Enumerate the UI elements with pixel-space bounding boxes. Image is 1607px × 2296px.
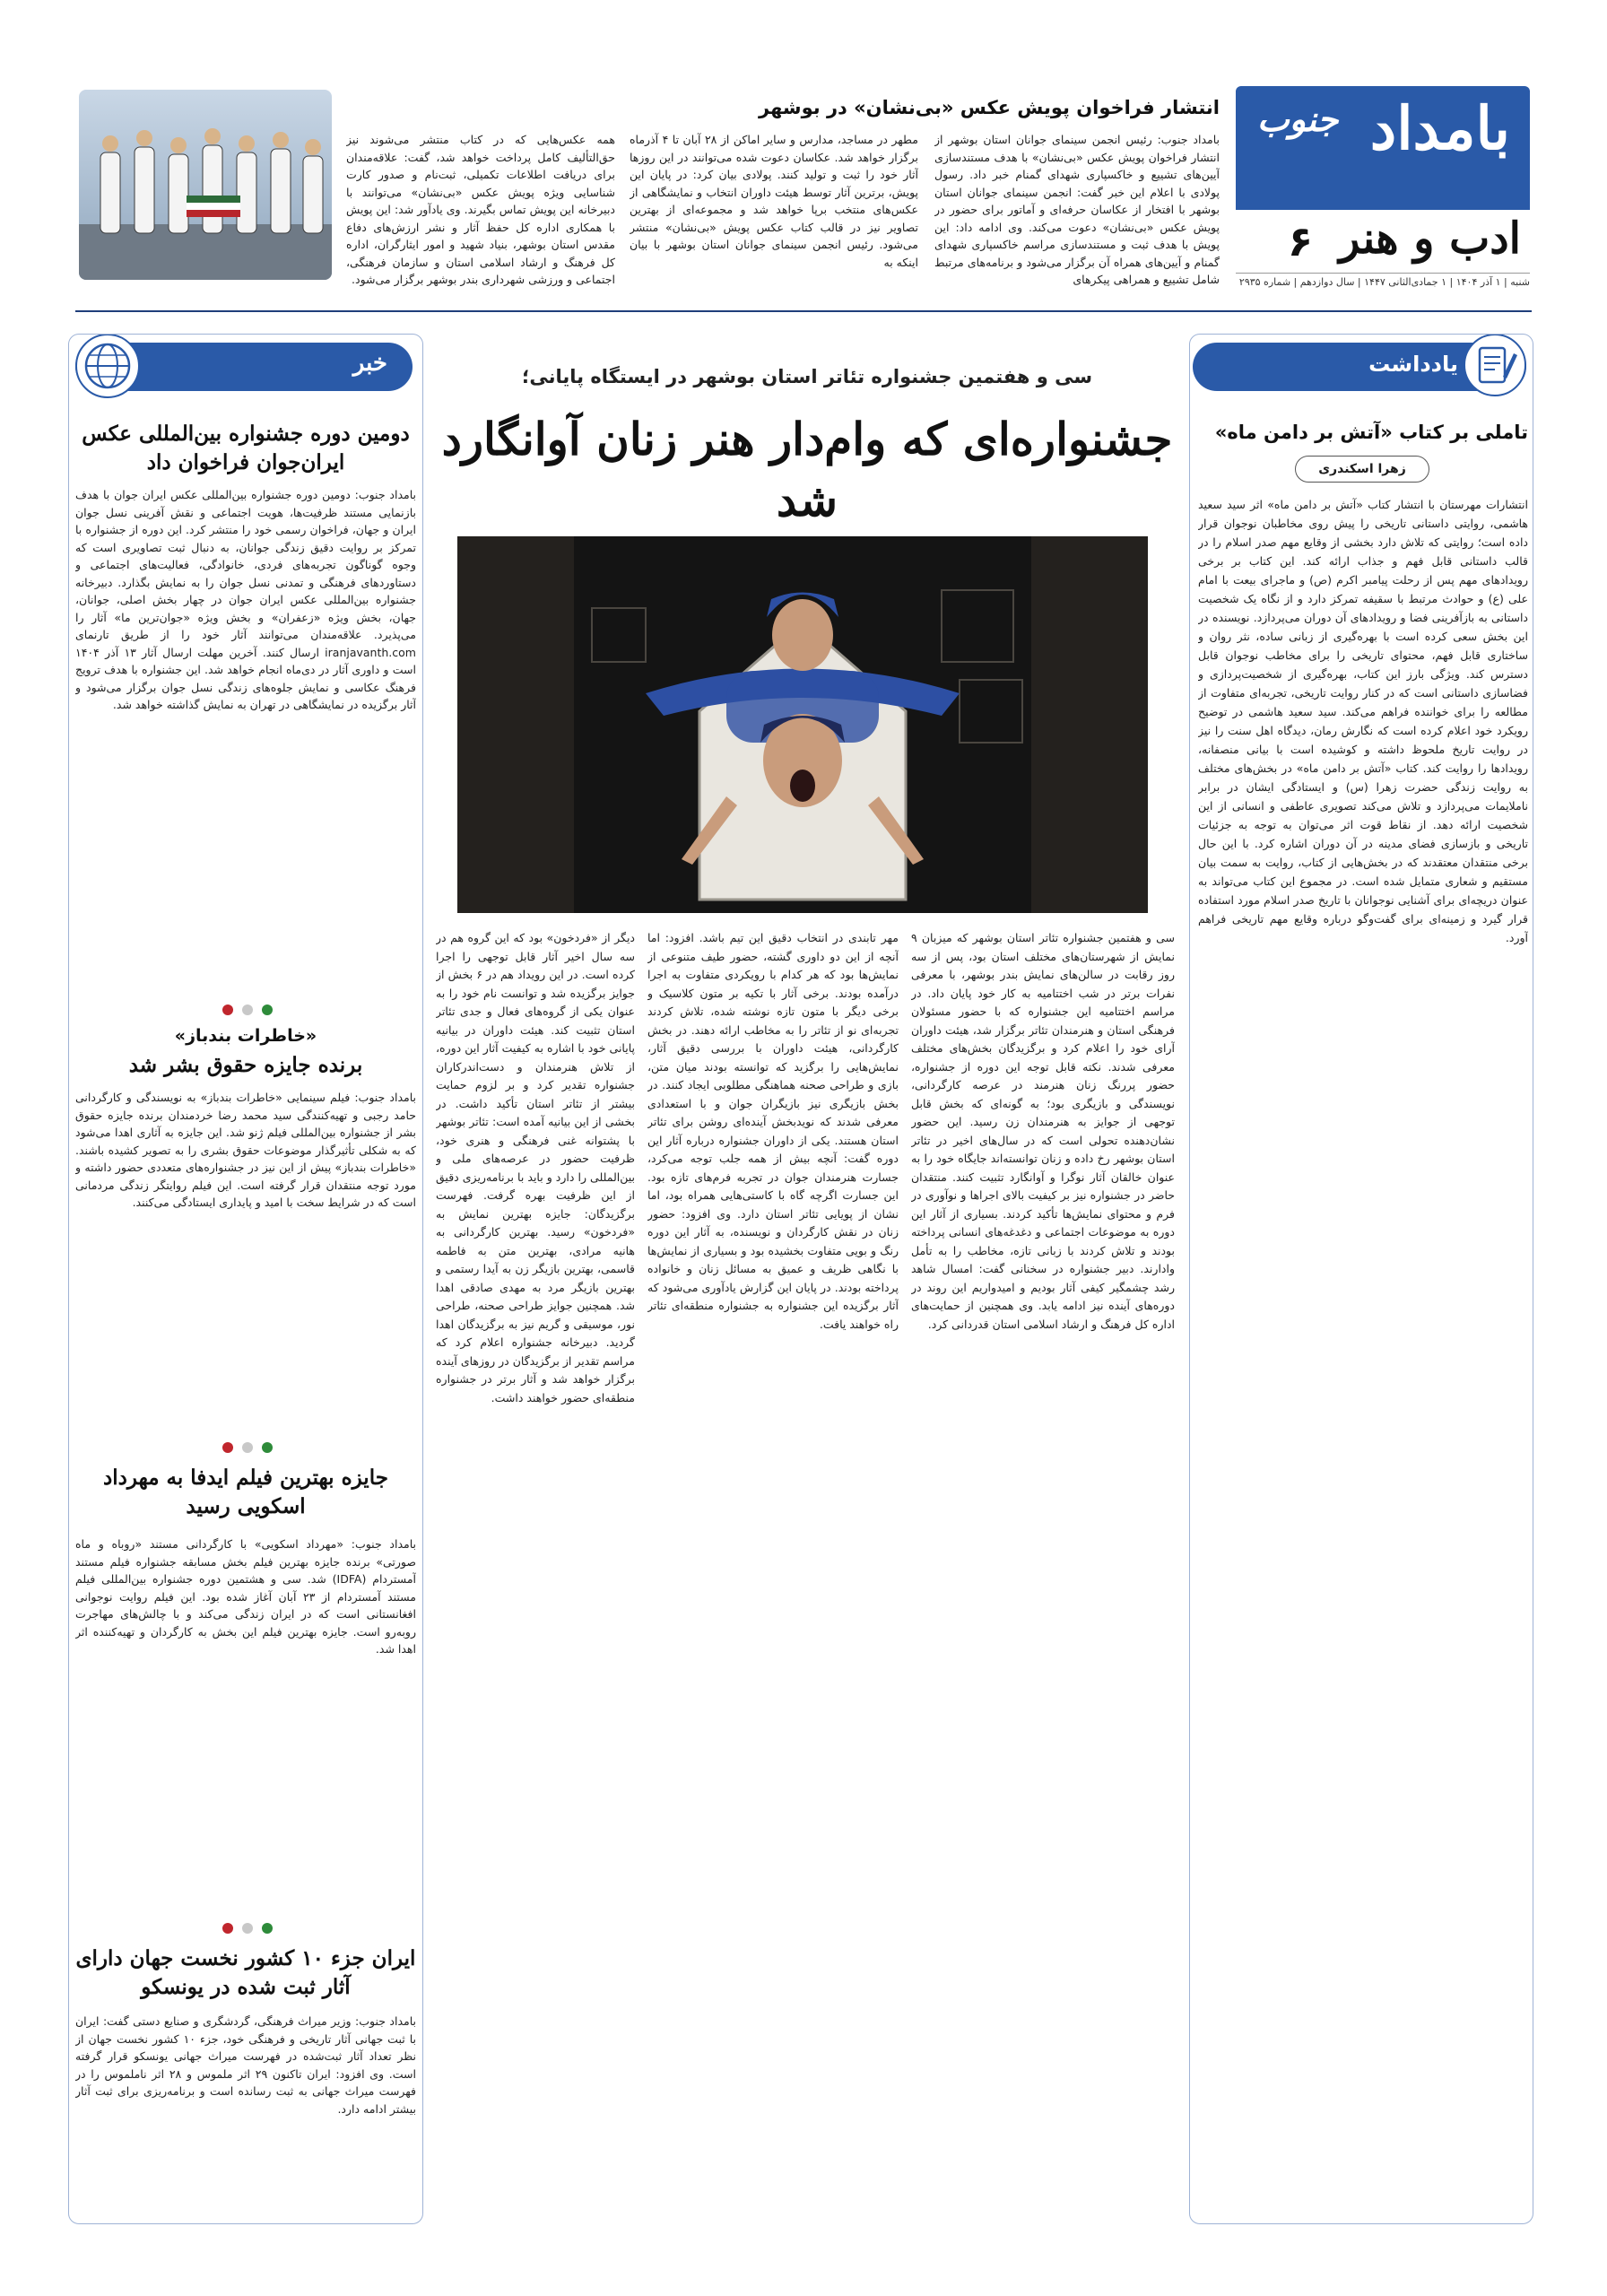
news-tab-label: خبر: [352, 350, 387, 377]
top-story-photo: [79, 90, 332, 280]
ceremony-photo-illustration: [79, 90, 332, 280]
page-number: ۶: [1288, 217, 1314, 265]
note-tab-label: یادداشت: [1368, 352, 1458, 377]
top-story-column-3: همه عکس‌هایی که در کتاب منتشر می‌شوند نیز حق‌التألیف کامل پرداخت خواهد شد، گفت: علاقه‌مندان برای دریافت اطلاعات تکمیلی، ثبت‌نام و صدور کارت شناسایی ویژه پویش عکس «بی‌نشان» می‌توانند با دبیرخانه این پویش تماس بگیرند. وی یادآور شد: این پویش با همکاری اداره کل حفظ آثار و نشر ارزش‌های دفاع مقدس استان بوشهر، بنیاد شهید و امور ایثارگران، اداره کل فرهنگ و ارشاد اسلامی استان و سازمان فرهنگی، اجتماعی و ورزشی شهرداری بندر بوشهر برگزار می‌شود.: [346, 133, 615, 286]
theater-performance-illustration: [457, 536, 1148, 913]
top-divider: [75, 310, 1532, 312]
dateline: شنبه | ۱ آذر ۱۴۰۴ | ۱ جمادی‌الثانی ۱۴۴۷ | سال دوازدهم | شماره ۲۹۳۵: [1236, 273, 1530, 288]
news-4-body: بامداد جنوب: وزیر میراث فرهنگی، گردشگری و صنایع دستی گفت: ایران با ثبت جهانی آثار تاریخی و فرهنگی خود، جزء ۱۰ کشور نخست جهان از نظر تعداد آثار ثبت‌شده در فهرست میراث جهانی یونسکو قرار گرفته است. وی افزود: ایران تاکنون ۲۹ اثر ملموس و ۲۸ اثر ناملموس را در فهرست میراث جهانی به ثبت رسانده است و برنامه‌ریزی برای ثبت آثار بیشتر ادامه دارد.: [75, 2014, 416, 2116]
news-2-body: بامداد جنوب: فیلم سینمایی «خاطرات بندباز» به نویسندگی و کارگردانی حامد رجبی و تهیه‌کنندگی سید محمد رضا خردمندان برنده جایزه حقوق بشر از جشنواره بین‌المللی فیلم ژنو شد. این جایزه به آثاری اهدا می‌شود که به شکلی تأثیرگذار موضوعات حقوق بشری را به تصویر کشیده باشند. «خاطرات بندباز» پیش از این نیز در جشنواره‌های متعددی حضور داشته و مورد توجه منتقدان قرار گرفته است. این فیلم روایتگر زندگی مردمانی است که در شرایط سخت با امید و پایداری ایستادگی می‌کنند.: [75, 1091, 416, 1209]
news-4-title: ایران جزء ۱۰ کشور نخست جهان دارای آثار ثبت شده در یونسکو: [75, 1946, 416, 1999]
feature-column-1: سی و هفتمین جشنواره تئاتر استان بوشهر که میزبان ۹ نمایش از شهرستان‌های مختلف استان بود، پس از سه روز رقابت در سالن‌های نمایش بندر بوشهر، با معرفی نفرات برتر در شب اختتامیه به کار خود پایان داد. در مراسم اختتامیه این جشنواره که با حضور مسئولان فرهنگی استان و هنرمندان تئاتر برگزار شد، هیئت داوران آرای خود را اعلام کرد و برگزیدگان بخش‌های مختلف معرفی شدند. نکته قابل توجه این دوره از جشنواره، حضور پررنگ زنان هنرمند در عرصه کارگردانی، نویسندگی و بازیگری بود؛ به گونه‌ای که بخش قابل توجهی از جوایز به هنرمندان زن رسید. این حضور نشان‌دهنده تحولی است که در سال‌های اخیر در تئاتر استان بوشهر رخ داده و زنان توانسته‌اند جایگاه خود را به عنوان خالقان آثار نوگرا و آوانگارد تثبیت کنند. منتقدان حاضر در جشنواره نیز بر کیفیت بالای اجراها و نوآوری در فرم و محتوای نمایش‌ها تأکید کردند. بسیاری از آثار این دوره به موضوعات اجتماعی و دغدغه‌های انسانی پرداخته بودند و تلاش کردند با زبانی تازه، مخاطب را به تأمل وادارند. دبیر جشنواره در سخنانی گفت: امسال شاهد رشد چشمگیر کیفی آثار بودیم و امیدواریم این روند در دوره‌های آینده نیز ادامه یابد. وی همچنین از حمایت‌های اداره کل فرهنگ و ارشاد اسلامی استان قدردانی کرد.: [911, 931, 1175, 1331]
news-2-kicker: «خاطرات بندباز»: [174, 1026, 317, 1046]
newspaper-logo: [1236, 86, 1530, 210]
news-3-body: بامداد جنوب: «مهرداد اسکویی» با کارگردانی مستند «روباه و ماه صورتی» برنده جایزه بهترین فیلم بخش مسابقه جشنواره فیلم مستند آمستردام (IDFA) شد. سی و هشتمین دوره جشنواره بین‌المللی فیلم مستند آمستردام از ۲۳ آبان آغاز شده بود. این فیلم روایت نوجوانی افغانستانی است که در ایران زندگی می‌کند و با چالش‌های مهاجرت روبه‌رو است. جایزه بهترین فیلم این بخش به کارگردان و تهیه‌کننده اثر اهدا شد.: [75, 1537, 416, 1656]
note-body: انتشارات مهرستان با انتشار کتاب «آتش بر دامن ماه» اثر سید سعید هاشمی، روایتی داستانی تاریخی را پیش روی مخاطبان نوجوان قرار داده است؛ روایتی که تلاش دارد بخشی از وقایع مهم صدر اسلام را در قالب داستانی قابل فهم و جذاب ارائه کند. این کتاب بر برخی رویدادهای مهم پس از رحلت پیامبر اکرم (ص) و ماجرای بیعت با امام علی (ع) و حوادث مرتبط با سقیفه تمرکز دارد و از نگاه یک شخصیت داستانی به بازآفرینی فضا و رویدادهای آن دوران می‌پردازد. نویسنده در این بخش سعی کرده است با بهره‌گیری از زبانی ساده، نثر روان و ساختاری قابل فهم، محتوای تاریخی را برای مخاطب نوجوان قابل دسترس کند. ویژگی بارز این کتاب، بهره‌گیری از شخصیت‌پردازی و فضاسازی داستانی است که در کنار روایت تاریخی، تجربه‌ای متفاوت از مطالعه را برای خواننده فراهم می‌کند. سید سعید هاشمی در توضیح رویکرد خود اعلام کرده است که نگارش رمان، دیدگاه اهل سنت را نیز در روایت تاریخ ملحوظ داشته و کوشیده است با بیانی منصفانه، رویدادها را روایت کند. کتاب «آتش بر دامن ماه» در بخش‌های مختلف به روایت زندگی حضرت زهرا (س) و ایستادگی ایشان در برابر ناملایمات می‌پردازد و تلاش می‌کند تصویری عاطفی و انسانی از این شخصیت ارائه دهد. از نقاط قوت اثر می‌توان به توجه به جزئیات تاریخی و بازسازی فضای مدینه در آن دوران اشاره کرد. با این حال برخی منتقدان معتقدند که در بخش‌هایی از کتاب، روایت به سمت بیان مستقیم و شعاری متمایل شده است. در مجموع این کتاب می‌تواند به عنوان دریچه‌ای برای آشنایی نوجوانان با تاریخ صدر اسلام مورد استفاده قرار گیرد و زمینه‌ای برای گفت‌وگو درباره وقایع مهم تاریخی فراهم آورد.: [1198, 498, 1528, 944]
masthead: [1236, 86, 1530, 292]
separator-dots: [219, 1442, 273, 1453]
note-author-badge: زهرا اسکندری: [1295, 456, 1429, 483]
feature-kicker: سی و هفتمین جشنواره تئاتر استان بوشهر در ایستگاه پایانی؛: [521, 366, 1093, 387]
note-title: تاملی بر کتاب «آتش بر دامن ماه»: [1214, 422, 1528, 443]
top-story-title: انتشار فراخوان پویش عکس «بی‌نشان» در بوشهر: [759, 97, 1220, 118]
feature-photo: [457, 536, 1148, 913]
feature-title: جشنواره‌ای که وام‌دار هنر زنان آوانگارد شد: [441, 413, 1173, 526]
top-story-column-2: مطهر در مساجد، مدارس و سایر اماکن از ۲۸ آبان تا ۴ آذرماه برگزار خواهد شد. عکاسان دعوت شده می‌توانند در این روزها آثار خود را ثبت و تولید کنند. پولادی بیان کرد: در پایان این پویش، برترین آثار توسط هیئت داوران انتخاب و نمایشگاهی از عکس‌های منتخب برپا خواهد شد و مجموعه‌ای از بهترین تصاویر نیز در قالب کتاب عکس پویش «بی‌نشان» منتشر می‌شود. رئیس انجمن سینمای جوانان استان بوشهر با بیان اینکه به: [630, 133, 918, 269]
logo-text: بامداد: [1369, 93, 1510, 163]
news-1-title: دومین دوره جشنواره بین‌المللی عکس ایران‌جوان فراخوان داد: [82, 422, 410, 474]
news-3-title: جایزه بهترین فیلم ایدفا به مهرداد اسکویی رسید: [103, 1465, 388, 1518]
top-story-column-1: بامداد جنوب: رئیس انجمن سینمای جوانان استان بوشهر از انتشار فراخوان پویش عکس «بی‌نشان» با هدف مستندسازی آیین‌های تشییع و خاکسپاری شهدای گمنام خبر داد. رسول پولادی با اعلام این خبر گفت: انجمن سینمای جوانان استان بوشهر با افتخار از عکاسان حرفه‌ای و آماتور برای حضور در پویش عکس «بی‌نشان» دعوت می‌کند. وی ادامه داد: این پویش با هدف ثبت و مستندسازی مراسم خاکسپاری شهدای گمنام و آیین‌های همراه آن برگزار می‌شود و برنامه‌های مرتبط شامل تشییع و همراهی پیکرهای: [934, 133, 1220, 286]
separator-dots: [219, 1923, 273, 1934]
separator-dots: [219, 1004, 273, 1015]
section-title: ادب و هنر: [1339, 213, 1521, 264]
feature-column-2: مهر تابندی در انتخاب دقیق این تیم باشد. افزود: اما آنچه از این دو داوری گشته، حضور طیف متنوعی از نمایش‌ها بود که هر کدام با رویکردی متفاوت به اجرا درآمده بودند. برخی آثار با تکیه بر متون کلاسیک و برخی دیگر با متون تازه نوشته شده، تلاش کردند تجربه‌ای نو از تئاتر را به مخاطب ارائه دهند. در بخش کارگردانی، هیئت داوران با بررسی دقیق آثار، نمایش‌هایی را برگزید که توانسته بودند میان متن، بازی و طراحی صحنه هماهنگی مطلوبی ایجاد کنند. در بخش بازیگری نیز بازیگران جوان و با استعدادی معرفی شدند که نویدبخش آینده‌ای روشن برای تئاتر استان هستند. یکی از داوران جشنواره درباره آثار این دوره گفت: آنچه بیش از همه جلب توجه می‌کرد، جسارت هنرمندان جوان در تجربه فرم‌های تازه بود. این جسارت اگرچه گاه با کاستی‌هایی همراه بود، اما نشان از پویایی تئاتر استان دارد. وی افزود: حضور زنان در نقش کارگردان و نویسنده، به آثار این دوره رنگ و بویی متفاوت بخشیده بود و بسیاری از نمایش‌ها با نگاهی ظریف و عمیق به مسائل زنان و خانواده پرداخته بودند. در پایان این گزارش یادآوری می‌شود که آثار برگزیده این جشنواره به جشنواره منطقه‌ای تئاتر راه خواهند یافت.: [647, 931, 899, 1331]
feature-column-3: دیگر از «فردخون» بود که این گروه هم در سه سال اخیر آثار قابل توجهی را اجرا کرده است. در این رویداد هم در ۶ بخش از جوایز برگزیده شد و توانست نام خود را به عنوان یکی از گروه‌های فعال و جدی تئاتر استان تثبیت کند. هیئت داوران در بیانیه پایانی خود با اشاره به کیفیت آثار این دوره، از تلاش هنرمندان و دست‌اندرکاران جشنواره تقدیر کرد و بر لزوم حمایت بیشتر از تئاتر استان تأکید داشت. در بخشی از این بیانیه آمده است: تئاتر بوشهر با پشتوانه غنی فرهنگی و هنری خود، ظرفیت حضور در عرصه‌های ملی و بین‌المللی را دارد و باید با برنامه‌ریزی دقیق از این ظرفیت بهره گرفت. فهرست برگزیدگان: جایزه بهترین نمایش به «فردخون» رسید. بهترین کارگردانی به هانیه مرادی، بهترین متن به فاطمه قاسمی، بهترین بازیگر زن به آیدا رستمی و بهترین بازیگر مرد به مهدی صادقی اهدا شد. همچنین جوایز طراحی صحنه، طراحی نور، موسیقی و گریم نیز به برگزیدگان اهدا گردید. دبیرخانه جشنواره اعلام کرد که مراسم تقدیر از برگزیدگان در روزهای آینده برگزار خواهد شد و آثار برتر در جشنواره منطقه‌ای حضور خواهند داشت.: [436, 931, 635, 1405]
news-1-body: بامداد جنوب: دومین دوره جشنواره بین‌المللی عکس ایران جوان با هدف بازنمایی مستند ظرفیت‌ها، هویت اجتماعی و نقش آفرینی نسل جوان ایران و جهان، فراخوان رسمی خود را منتشر کرد. این دوره از جشنواره با تمرکز بر روایت دقیق زندگی جوانان، به دنبال ثبت تصاویری است که وجوه گوناگون تجربه‌های فردی، خانوادگی، فعالیت‌های اجتماعی و دستاوردهای فرهنگی و تمدنی نسل جوان را به نمایش بگذارد. دبیرخانه جشنواره بین‌المللی عکس ایران جوان در چهار بخش اصلی، جوانان، جهان، بخش ویژه «زعفران» و بخش ویژه «جوان‌ترین ما» آثار را می‌پذیرد. علاقه‌مندان می‌توانند آثار خود را از طریق تارنمای iranjavanth.com ارسال کنند. آخرین مهلت ارسال آثار ۱۳ آذر ۱۴۰۴ است و داوری آثار در دی‌ماه انجام خواهد شد. این جشنواره با هدف ترویج فرهنگ عکاسی و نمایش جلوه‌های زندگی نسل جوان برگزار می‌شود و آثار برگزیده در نمایشگاهی در تهران به نمایش گذاشته خواهد شد.: [75, 488, 416, 711]
news-2-title: برنده جایزه حقوق بشر شد: [128, 1053, 363, 1077]
logo-subtext: جنوب: [1257, 99, 1339, 139]
